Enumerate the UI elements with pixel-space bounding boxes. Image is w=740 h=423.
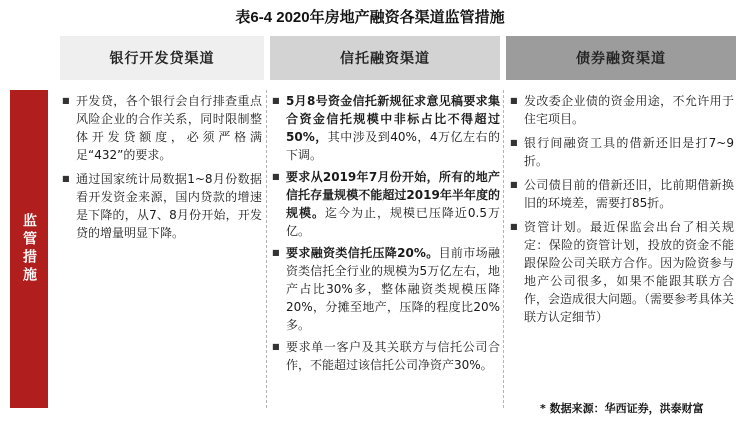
- list-item-text: [286, 168, 500, 240]
- list-item-text: [524, 134, 734, 170]
- list-item-text: [524, 92, 734, 128]
- column-bond-financing: [510, 92, 734, 332]
- square-bullet-icon: ■: [510, 96, 518, 105]
- data-source-note: * 数据来源：华西证券，洪泰财富: [540, 402, 704, 415]
- list-item-text: [524, 218, 734, 326]
- list-item-body-text: 迄今为止，规模已压降近0.5万亿。: [286, 206, 500, 238]
- list-item-bold-text: 要求从2019年7月份开始，所有的地产信托存量规模不能超过2019年半年度的规模。: [286, 170, 500, 220]
- list-item-text: [76, 170, 262, 242]
- list-item: [272, 338, 500, 374]
- list-item-body-text: 其中涉及到40%，4万亿左右的下调。: [286, 130, 500, 162]
- list-item-text: [286, 244, 500, 334]
- square-bullet-icon: ■: [62, 174, 70, 183]
- list-item-body-text: 通过国家统计局数据1~8月份数据看开发资金来源，国内贷款的增速是下降的，从7、8月份开始，开发贷的增量明显下降。: [76, 172, 262, 240]
- list-item-body-text: 公司债目前的借新还旧，比前期借新换旧的环境差，需要打85折。: [524, 178, 734, 210]
- page-title: 表6-4 2020年房地产融资各渠道监管措施: [235, 9, 505, 26]
- list-item-body-text: 目前市场融资类信托全行业的规模为5万亿左右，地产占比30%多，整体融资类规模压降20%，分摊至地产，压降的程度比20%多。: [286, 246, 500, 332]
- list-item-text: [76, 92, 262, 164]
- side-label-text: 监管措施: [21, 213, 37, 285]
- square-bullet-icon: ■: [272, 172, 280, 181]
- square-bullet-icon: ■: [510, 222, 518, 231]
- list-item-body-text: 要求单一客户及其关联方与信托公司合作，不能超过该信托公司净资产30%。: [286, 340, 500, 372]
- column-trust-financing: [272, 92, 500, 378]
- column-bank-loans: [62, 92, 262, 248]
- list-item-body-text: 发改委企业债的资金用途，不允许用于住宅项目。: [524, 94, 734, 126]
- column-header-trust-financing: 信托融资渠道: [270, 36, 500, 80]
- square-bullet-icon: ■: [62, 96, 70, 105]
- column-divider: [266, 90, 267, 408]
- list-item-body-text: 资管计划。最近保监会出台了相关规定：保险的资管计划，投放的资金不能跟保险公司关联方合作。因为险资参与地产公司很多，如果不能跟其联方合作，会造成很大问题。（需要参考具体关联方认定细节）: [524, 220, 735, 324]
- square-bullet-icon: ■: [510, 138, 518, 147]
- list-item-text: [286, 92, 500, 164]
- square-bullet-icon: ■: [510, 180, 518, 189]
- square-bullet-icon: ■: [272, 96, 280, 105]
- list-item-bold-text: 要求融资类信托压降20%。: [286, 246, 439, 260]
- list-item: [510, 134, 734, 170]
- list-item-text: [286, 338, 500, 374]
- list-item: [272, 244, 500, 334]
- square-bullet-icon: ■: [272, 342, 280, 351]
- list-item: [510, 218, 734, 326]
- list-item: [62, 170, 262, 242]
- list-item-body-text: 银行间融资工具的借新还旧是打7~9折。: [524, 136, 734, 168]
- list-item: [272, 92, 500, 164]
- column-header-bank-loans: 银行开发贷渠道: [60, 36, 264, 80]
- list-item: [62, 92, 262, 164]
- list-item: [510, 176, 734, 212]
- list-item-text: [524, 176, 734, 212]
- list-item: [510, 92, 734, 128]
- list-item-bold-text: 5月8号资金信托新规征求意见稿要求集合资金信托规模中非标占比不得超过50%，: [286, 94, 500, 144]
- list-item-body-text: 开发贷，各个银行会自行排查重点风险企业的合作关系，同时限制整体开发贷额度，必须严格满足“432”的要求。: [76, 94, 262, 162]
- column-header-bond-financing: 债券融资渠道: [506, 36, 736, 80]
- square-bullet-icon: ■: [272, 248, 280, 257]
- side-label-regulation: [10, 90, 48, 408]
- column-divider: [503, 90, 504, 408]
- list-item: [272, 168, 500, 240]
